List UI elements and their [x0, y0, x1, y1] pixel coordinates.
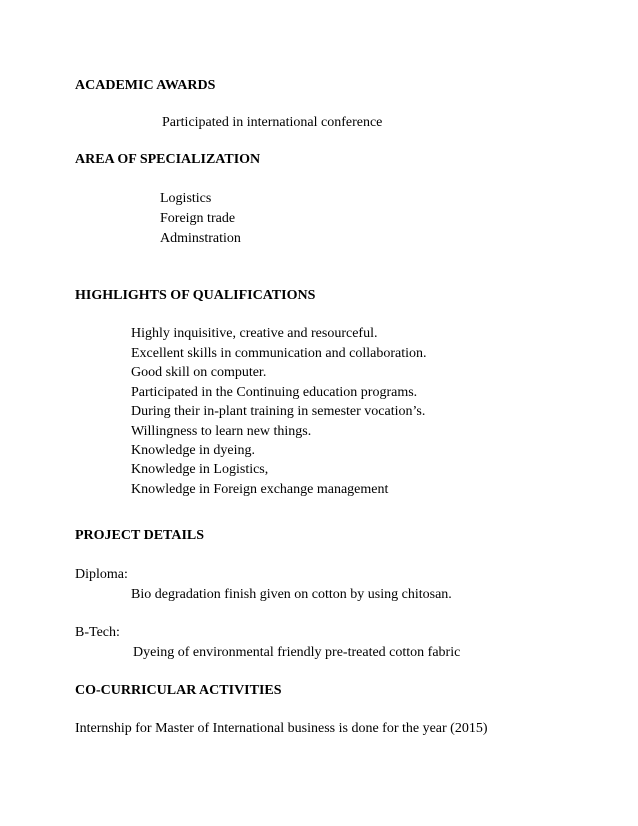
btech-project: Dyeing of environmental friendly pre-treated cotton fabric: [133, 645, 461, 660]
qualifications-heading: HIGHLIGHTS OF QUALIFICATIONS: [75, 288, 316, 303]
qualification-item: Willingness to learn new things.: [131, 424, 312, 439]
specialization-item: Logistics: [160, 191, 212, 206]
qualification-item: Excellent skills in communication and collaboration.: [131, 346, 427, 361]
specialization-item: Foreign trade: [160, 211, 236, 226]
specialization-heading: AREA OF SPECIALIZATION: [75, 152, 261, 167]
btech-label: B-Tech:: [75, 625, 120, 640]
diploma-project: Bio degradation finish given on cotton by using chitosan.: [131, 587, 452, 602]
project-details-heading: PROJECT DETAILS: [75, 528, 205, 543]
qualification-item: Knowledge in Logistics,: [131, 462, 269, 477]
academic-award-item: Participated in international conference: [162, 115, 383, 130]
diploma-label: Diploma:: [75, 567, 128, 582]
qualification-item: Participated in the Continuing education programs.: [131, 385, 418, 400]
specialization-item: Adminstration: [160, 231, 241, 246]
qualification-item: During their in-plant training in semester vocation’s.: [131, 404, 426, 419]
qualification-item: Knowledge in Foreign exchange management: [131, 482, 389, 497]
qualification-item: Good skill on computer.: [131, 365, 267, 380]
co-curricular-heading: CO-CURRICULAR ACTIVITIES: [75, 683, 282, 698]
qualification-item: Highly inquisitive, creative and resourceful.: [131, 326, 378, 341]
qualification-item: Knowledge in dyeing.: [131, 443, 256, 458]
co-curricular-text: Internship for Master of International business is done for the year (2015): [75, 721, 488, 736]
academic-awards-heading: ACADEMIC AWARDS: [75, 78, 216, 93]
